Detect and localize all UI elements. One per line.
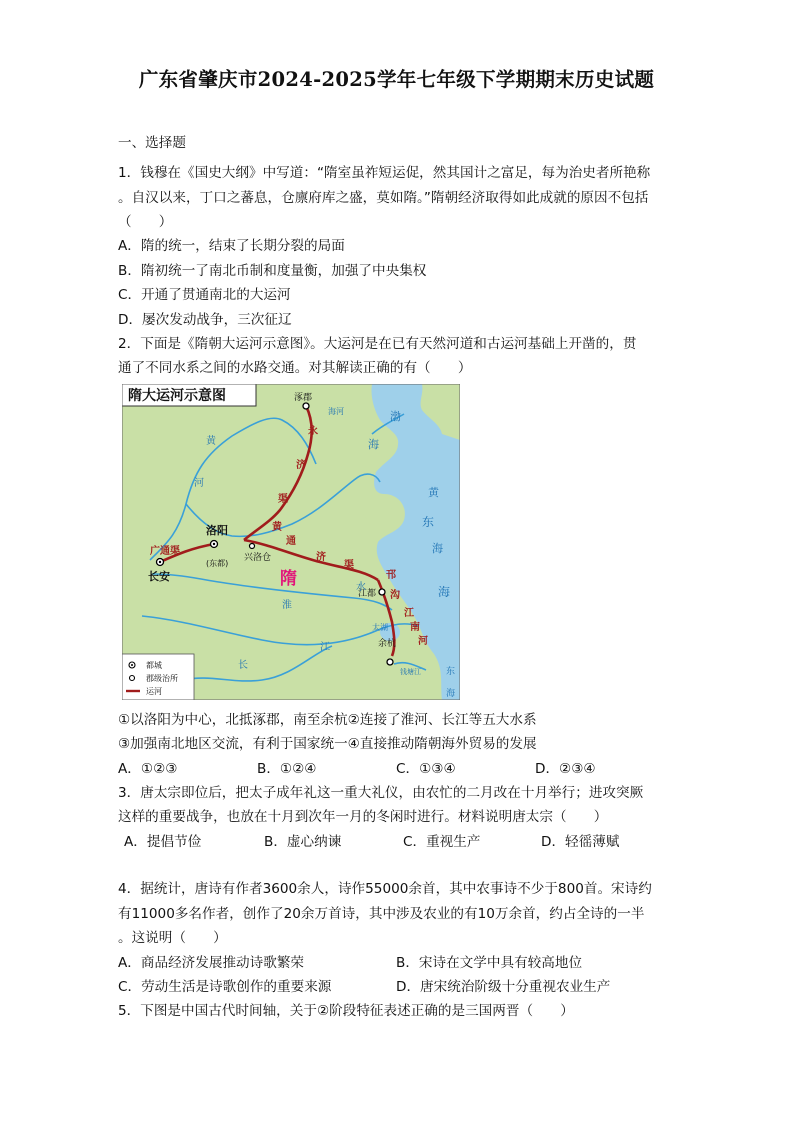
label-huanghe-2: 河 <box>194 478 204 489</box>
label-huaishui: 淮 <box>282 600 292 611</box>
q4-option-c: C．劳动生活是诗歌创作的重要来源 <box>118 979 332 995</box>
q3-option-a: A．提倡节俭 <box>124 834 202 850</box>
label-jiangnan-3: 河 <box>418 636 428 647</box>
q3-stem-line1: 3．唐太宗即位后，把太子成年礼这一重大礼仪，由农忙的二月改在十月举行；进攻突厥 <box>118 785 644 801</box>
label-tongji-1: 通 <box>286 536 296 547</box>
grand-canal-map <box>122 384 460 700</box>
label-huang-canal: 黄 <box>272 522 282 533</box>
q2-option-d: D．②③④ <box>535 761 596 777</box>
q1-stem-line3: （ ） <box>118 214 173 230</box>
label-changan: 长安 <box>148 570 170 583</box>
map-title: 隋大运河示意图 <box>128 388 226 404</box>
legend-prefecture-label: 郡级治所 <box>146 674 178 683</box>
label-dongdu: (东都) <box>206 559 229 568</box>
q1-stem-line1: 1．钱穆在《国史大纲》中写道：“隋室虽祚短运促，然其国计之富足，每为治史者所艳称 <box>118 165 651 181</box>
q2-option-a: A．①②③ <box>118 761 178 777</box>
q2-stem-line2: 通了不同水系之间的水路交通。对其解读正确的有（ ） <box>118 360 472 376</box>
legend-canal-label: 运河 <box>146 687 162 696</box>
label-hangou-1: 邗 <box>386 570 396 581</box>
q3-option-c: C．重视生产 <box>403 834 481 850</box>
q3-option-b: B．虚心纳谏 <box>264 834 342 850</box>
label-changjiang-2: 江 <box>320 642 330 653</box>
q4-option-a: A．商品经济发展推动诗歌繁荣 <box>118 955 305 971</box>
changan-marker-dot <box>159 561 161 563</box>
q5-stem-line1: 5．下图是中国古代时间轴，关于②阶段特征表述正确的是三国两晋（ ） <box>118 1003 574 1019</box>
section-heading: 一、选择题 <box>118 135 186 151</box>
label-donghai-1: 东 <box>422 515 435 529</box>
label-hangou-2: 沟 <box>390 590 400 601</box>
q4-stem-line1: 4．据统计，唐诗有作者3600余人，诗作55000余首，其中农事诗不少于800首。宋诗约 <box>118 881 652 897</box>
q2-option-b: B．①②④ <box>257 761 317 777</box>
label-yongji-3: 渠 <box>278 494 288 505</box>
label-huanghai-1: 黄 <box>428 486 439 499</box>
label-jiangnan-1: 江 <box>404 608 414 619</box>
q4-stem-line3: 。这说明（ ） <box>118 930 227 946</box>
label-country-sui: 隋 <box>280 569 297 589</box>
page-title: 广东省肇庆市2024-2025学年七年级下学期期末历史试题 <box>138 68 655 91</box>
label-luoyang: 洛阳 <box>206 524 228 537</box>
label-huanghai-2: 海 <box>432 542 443 555</box>
label-guangtong: 广通渠 <box>150 546 180 557</box>
label-bohai-2: 海 <box>368 438 379 451</box>
zhuojun-marker <box>303 403 309 409</box>
label-donghai-small-1: 东 <box>446 667 456 677</box>
q3-stem-line2: 这样的重要战争，也放在十月到次年一月的冬闲时进行。材料说明唐太宗（ ） <box>118 809 608 825</box>
label-yongji-1: 永 <box>308 426 318 437</box>
label-zhuojun: 涿郡 <box>294 393 313 403</box>
q1-option-c: C．开通了贯通南北的大运河 <box>118 287 291 303</box>
label-tongji-2: 济 <box>316 552 326 563</box>
label-qiantangjiang: 钱塘江 <box>400 668 421 676</box>
label-taihu: 太湖 <box>372 623 388 632</box>
q2-stem-line1: 2．下面是《隋朝大运河示意图》。大运河是在已有天然河道和古运河基础上开凿的，贯 <box>118 336 637 352</box>
label-xingluocang: 兴洛仓 <box>244 553 272 563</box>
q2-option-c: C．①③④ <box>396 761 456 777</box>
legend-capital-dot <box>131 664 133 666</box>
q1-option-b: B．隋初统一了南北币制和度量衡，加强了中央集权 <box>118 263 427 279</box>
jiangdu-marker <box>379 589 385 595</box>
xingluocang-marker <box>250 544 255 549</box>
label-huaishui-2: 水 <box>356 582 366 593</box>
q4-option-b: B．宋诗在文学中具有较高地位 <box>396 955 583 971</box>
label-jiangnan-2: 南 <box>410 622 420 633</box>
label-yongji-2: 济 <box>296 460 306 471</box>
q2-statements-line1: ①以洛阳为中心，北抵涿郡，南至余杭②连接了淮河、长江等五大水系 <box>118 712 537 728</box>
label-haihe: 海河 <box>328 407 344 416</box>
legend-capital-label: 都城 <box>146 661 162 670</box>
q4-option-d: D．唐宋统治阶级十分重视农业生产 <box>396 979 611 995</box>
label-tongji-3: 渠 <box>344 560 354 571</box>
label-yuhang: 余杭 <box>378 639 397 649</box>
label-donghai-small-2: 海 <box>446 689 456 699</box>
q1-option-d: D．屡次发动战争，三次征辽 <box>118 312 292 328</box>
legend-prefecture-symbol <box>130 676 135 681</box>
q4-stem-line2: 有11000多名作者，创作了20余万首诗，其中涉及农业的有10万余首，约占全诗的一半 <box>118 906 645 922</box>
q1-option-a: A．隋的统一，结束了长期分裂的局面 <box>118 238 345 254</box>
q1-stem-line2: 。自汉以来，丁口之蕃息，仓廪府库之盛，莫如隋。”隋朝经济取得如此成就的原因不包括 <box>118 190 649 206</box>
yuhang-marker <box>387 659 393 665</box>
q2-statements-line2: ③加强南北地区交流，有利于国家统一④直接推动隋朝海外贸易的发展 <box>118 736 537 752</box>
label-donghai-2: 海 <box>438 585 451 599</box>
q3-option-d: D．轻徭薄赋 <box>541 834 620 850</box>
luoyang-marker-dot <box>213 543 215 545</box>
label-changjiang-1: 长 <box>238 660 248 671</box>
label-jiangdu: 江都 <box>358 589 377 599</box>
label-bohai-1: 渤 <box>390 410 401 423</box>
label-huanghe-1: 黄 <box>206 436 216 447</box>
